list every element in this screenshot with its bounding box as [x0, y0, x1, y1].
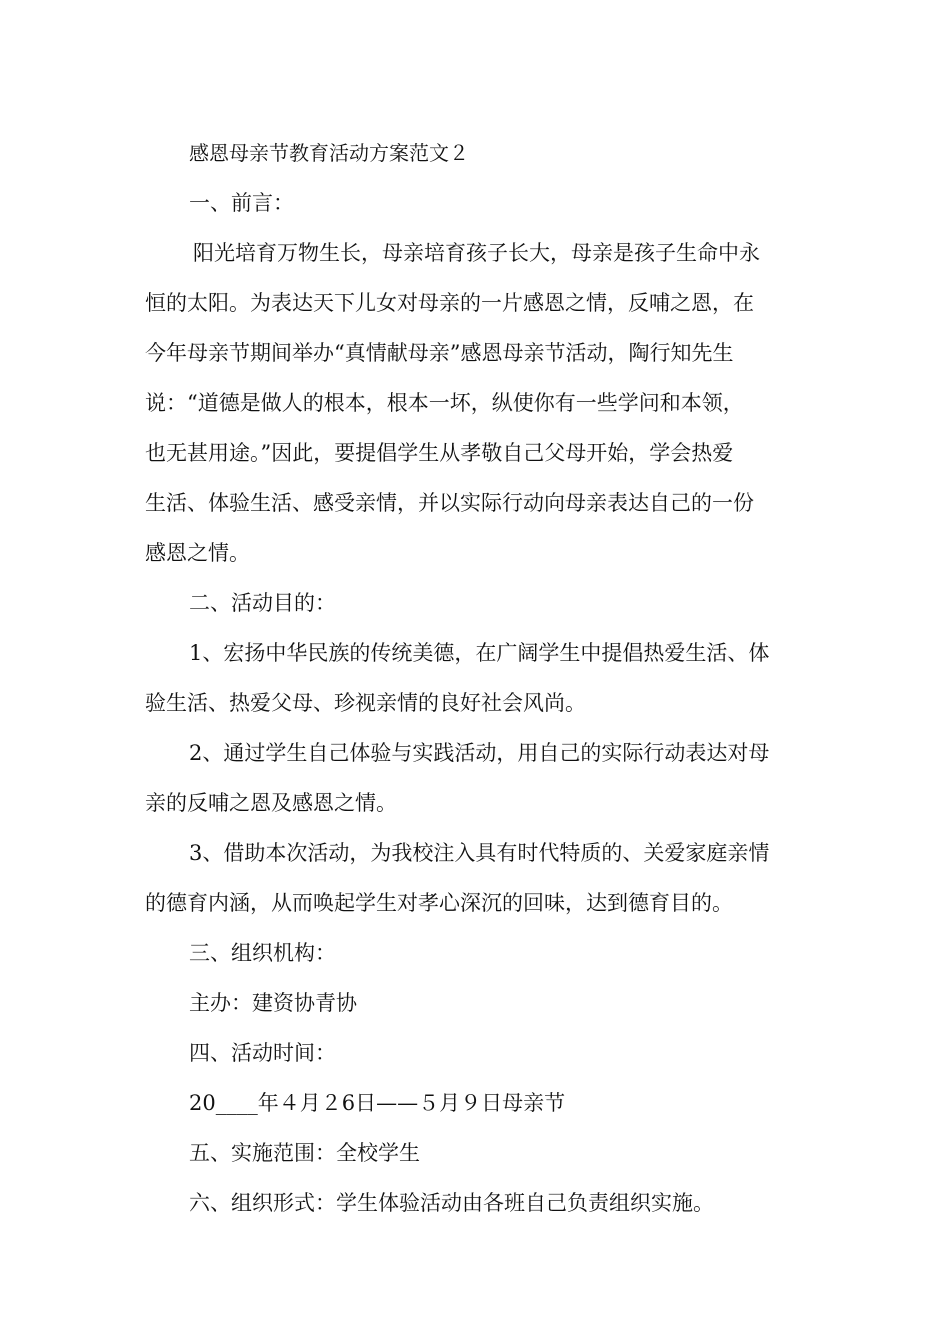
goal-item-2-line: 2、通过学生自己体验与实践活动，用自己的实际行动表达对母: [189, 741, 770, 765]
scope-line: 五、实施范围：全校学生: [189, 1141, 420, 1165]
intro-paragraph-line: 阳光培育万物生长，母亲培育孩子长大，母亲是孩子生命中永: [193, 241, 760, 265]
section-heading-preface: 一、前言：: [189, 191, 294, 215]
organization-form-line: 六、组织形式：学生体验活动由各班自己负责组织实施。: [189, 1191, 714, 1215]
intro-paragraph-line: 感恩之情。: [145, 541, 250, 565]
section-heading-time: 四、活动时间：: [189, 1041, 336, 1065]
goal-item-1-line: 验生活、热爱父母、珍视亲情的良好社会风尚。: [145, 691, 586, 715]
goal-item-2-line: 亲的反哺之恩及感恩之情。: [145, 791, 397, 815]
intro-paragraph-line: 恒的太阳。为表达天下儿女对母亲的一片感恩之情，反哺之恩，在: [145, 291, 754, 315]
goal-item-1-line: 1、宏扬中华民族的传统美德，在广阔学生中提倡热爱生活、体: [189, 641, 770, 665]
activity-time-line: 20____年４月２6日——５月９日母亲节: [189, 1091, 566, 1115]
intro-paragraph-line: 说：“道德是做人的根本，根本一坏，纵使你有一些学问和本领，: [145, 391, 744, 415]
intro-paragraph-line: 也无甚用途。”因此，要提倡学生从孝敬自己父母开始，学会热爱: [145, 441, 734, 465]
intro-paragraph-line: 今年母亲节期间举办“真情献母亲”感恩母亲节活动，陶行知先生: [145, 341, 734, 365]
goal-item-3-line: 3、借助本次活动，为我校注入具有时代特质的、关爱家庭亲情: [189, 841, 770, 865]
document-title: 感恩母亲节教育活动方案范文２: [189, 141, 469, 165]
goal-item-3-line: 的德育内涵，从而唤起学生对孝心深沉的回味，达到德育目的。: [145, 891, 733, 915]
intro-paragraph-line: 生活、体验生活、感受亲情，并以实际行动向母亲表达自己的一份: [145, 491, 754, 515]
section-heading-organization: 三、组织机构：: [189, 941, 336, 965]
organizer-line: 主办：建资协青协: [189, 991, 357, 1015]
section-heading-goals: 二、活动目的：: [189, 591, 336, 615]
document-body: [145, 128, 807, 1228]
